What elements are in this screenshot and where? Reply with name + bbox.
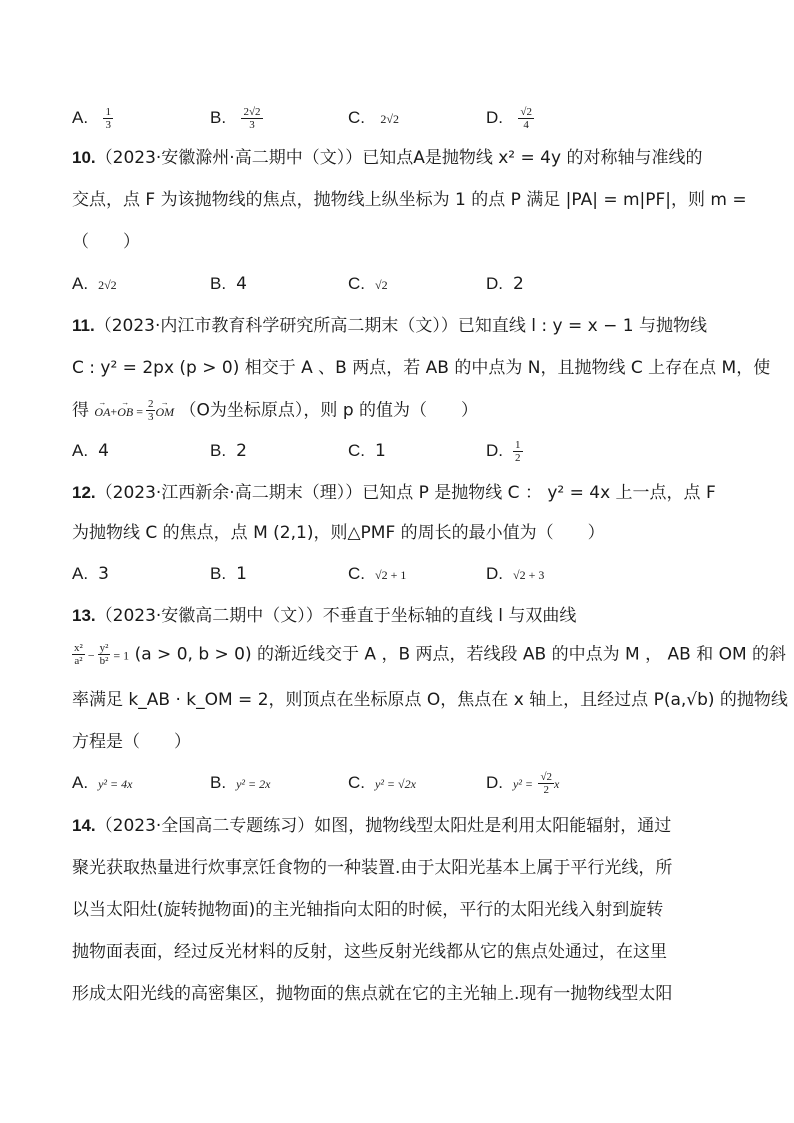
q13-option-c[interactable]: C. y² = √2x	[348, 773, 416, 792]
vector-om: → OM	[155, 400, 174, 424]
question-number: 12.	[72, 483, 96, 502]
q13-line-1: 13.（2023·安徽高二期中（文））不垂直于坐标轴的直线 l 与双曲线	[72, 606, 577, 626]
q13-option-d[interactable]: D. y² = $\frac{√2}{2}$ x	[486, 770, 560, 796]
q11-line-1: 11.（2023·内江市教育科学研究所高二期末（文））已知直线 l : y = x − 1 与抛物线	[72, 316, 707, 336]
q11-line-2: C : y² = 2px (p > 0) 相交于 A 、B 两点，若 AB 的中点为 N，且抛物线 C 上存在点 M，使	[72, 358, 771, 378]
fraction: $\frac{2√2}{3}$	[243, 105, 261, 131]
q10-option-a[interactable]: A. 2√2	[72, 274, 117, 293]
question-number: 11.	[72, 316, 95, 335]
q10-line-1: 10.（2023·安徽滁州·高二期中（文））已知点A是抛物线 x² = 4y 的对称轴与准线的	[72, 148, 703, 168]
question-number: 10.	[72, 148, 96, 167]
q10-option-d[interactable]: D. 2	[486, 274, 524, 294]
q11-option-b[interactable]: B. 2	[210, 441, 247, 461]
q12-option-c[interactable]: C. √2 + 1	[348, 564, 407, 583]
q11-options	[72, 436, 722, 466]
q10-line-3: （ ）	[72, 232, 140, 252]
fraction: $\frac{\text{y²}}{\text{b²}}$	[99, 642, 109, 667]
fraction: $\frac{\text{x²}}{\text{a²}}$	[74, 642, 83, 667]
q10-option-c[interactable]: C. √2	[348, 274, 388, 293]
q13-options	[72, 768, 722, 798]
q12-option-a[interactable]: A. 3	[72, 564, 109, 584]
q10-options	[72, 269, 722, 299]
fraction: $\frac{√2}{2}$	[540, 770, 552, 796]
q9-option-c[interactable]: C. 2√2	[348, 108, 399, 127]
q14-line-5: 形成太阳光线的高密集区，抛物面的焦点就在它的主光轴上.现有一抛物线型太阳	[72, 984, 673, 1004]
fraction: $\frac{2}{3}$	[147, 398, 154, 423]
q11-option-a[interactable]: A. 4	[72, 441, 109, 461]
q14-line-3: 以当太阳灶(旋转抛物面)的主光轴指向太阳的时候，平行的太阳光线入射到旋转	[72, 900, 664, 920]
q12-line-2: 为抛物线 C 的焦点，点 M (2,1)，则△PMF 的周长的最小值为（ ）	[72, 523, 605, 543]
q14-line-1: 14.（2023·全国高二专题练习）如图，抛物线型太阳灶是利用太阳能辐射，通过	[72, 816, 672, 836]
q13-line-2: $\frac{\text{x²}}{\text{a²}}$ − $\frac{\text{y²}}{\text{b²}}$ = 1 (a > 0, b > 0) 的渐近线交于 A ，B 两点，若线段 AB 的中点为 M ， AB 和 OM 的斜	[74, 642, 787, 667]
q13-option-b[interactable]: B. y² = 2x	[210, 773, 271, 792]
fraction: $\frac{1}{3}$	[105, 105, 111, 131]
fraction: $\frac{1}{2}$	[515, 438, 521, 464]
q12-line-1: 12.（2023·江西新余·高二期末（理））已知点 P 是抛物线 C ： y² = 4x 上一点，点 F	[72, 483, 716, 503]
q10-line-2: 交点，点 F 为该抛物线的焦点，抛物线上纵坐标为 1 的点 P 满足 |PA| = m|PF|，则 m =	[72, 190, 747, 210]
q12-options	[72, 559, 722, 589]
q12-option-b[interactable]: B. 1	[210, 564, 247, 584]
q9-option-b[interactable]: B. $\frac{2√2}{3}$	[210, 105, 261, 131]
q11-line-3: 得 → OA+→ OB = $\frac{2}{3}$ → OM （O为坐标原点），则 p 的值为（ ）	[72, 398, 722, 424]
q9-option-d[interactable]: D. $\frac{√2}{4}$	[486, 105, 532, 131]
fraction: $\frac{√2}{4}$	[520, 105, 532, 131]
vector-ob: → OB	[117, 400, 133, 424]
q11-option-c[interactable]: C. 1	[348, 441, 386, 461]
q10-option-b[interactable]: B. 4	[210, 274, 247, 294]
q14-line-2: 聚光获取热量进行炊事烹饪食物的一种装置.由于太阳光基本上属于平行光线，所	[72, 858, 673, 878]
q9-options	[72, 103, 722, 133]
question-number: 13.	[72, 606, 96, 625]
q12-option-d[interactable]: D. √2 + 3	[486, 564, 545, 583]
q13-option-a[interactable]: A. y² = 4x	[72, 773, 133, 792]
q9-option-a[interactable]: A. $\frac{1}{3}$	[72, 105, 111, 131]
q13-line-4: 方程是（ ）	[72, 732, 191, 752]
q11-option-d[interactable]: D. $\frac{1}{2}$	[486, 438, 521, 464]
question-number: 14.	[72, 816, 96, 835]
q13-line-3: 率满足 k_AB · k_OM = 2，则顶点在坐标原点 O，焦点在 x 轴上，且经过点 P(a,√b) 的抛物线	[72, 690, 788, 710]
vector-oa: → OA	[94, 400, 110, 424]
q14-line-4: 抛物面表面，经过反光材料的反射，这些反射光线都从它的焦点处通过，在这里	[72, 942, 667, 962]
